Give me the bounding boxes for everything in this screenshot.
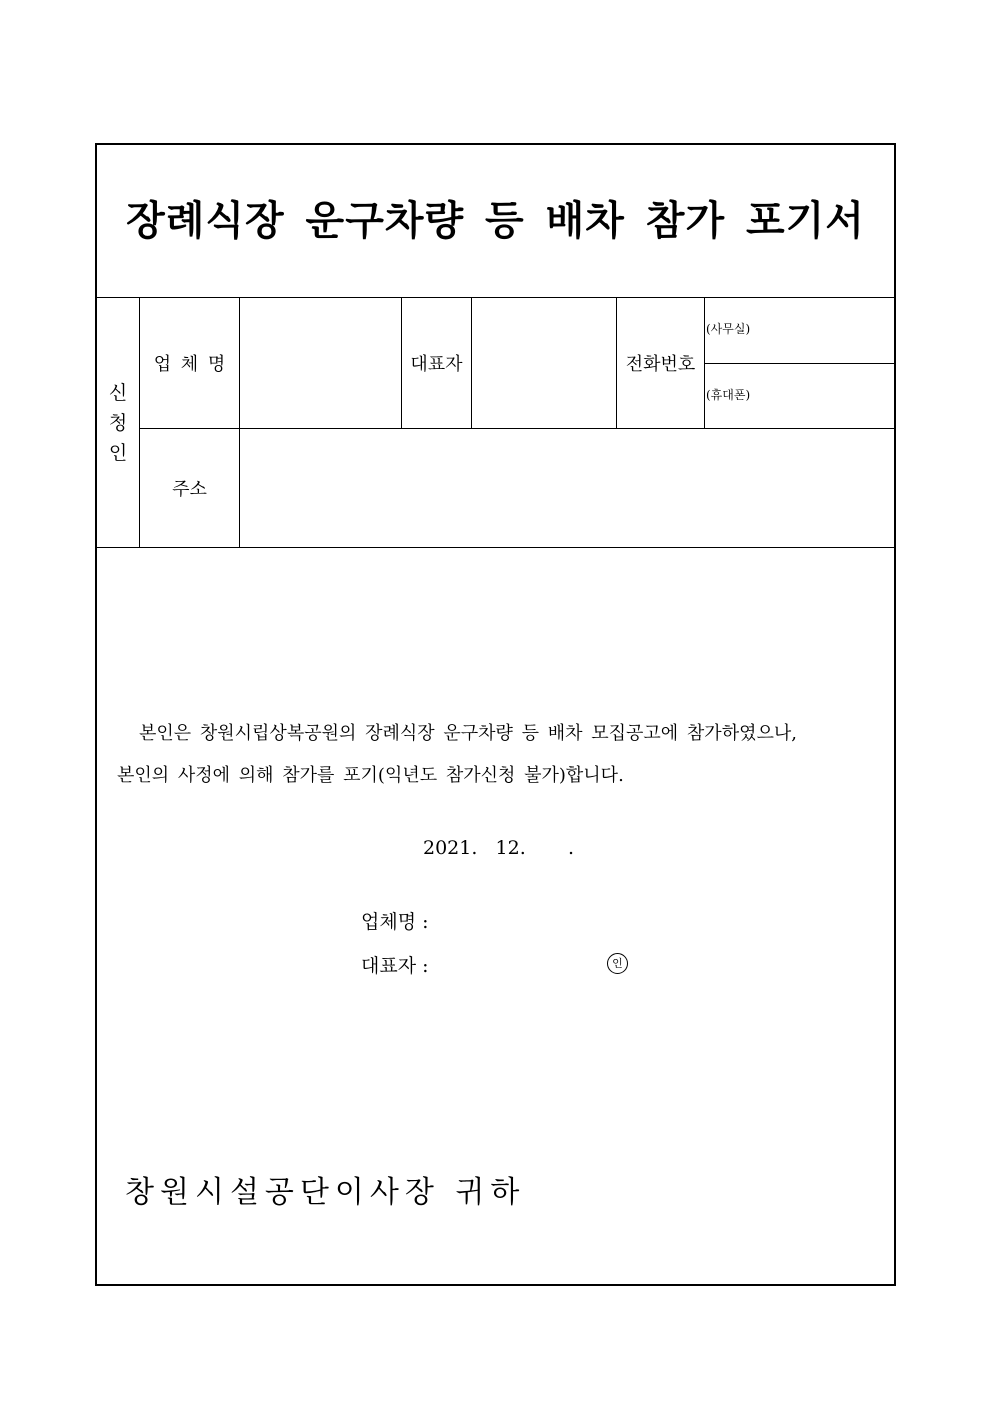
address-label — [140, 429, 240, 547]
phone-label — [617, 298, 705, 429]
company-name-field[interactable] — [240, 298, 402, 429]
representative-field[interactable] — [472, 298, 617, 429]
form-frame — [95, 143, 896, 1286]
phone-mobile-field[interactable] — [705, 364, 894, 429]
signature-representative: 대표자 : — [361, 955, 429, 977]
representative-label-text: 대표자 — [410, 354, 463, 375]
signature-date: 2021. 12. . — [423, 837, 575, 859]
signature-company: 업체명 : — [361, 911, 429, 933]
company-name-label — [140, 298, 240, 429]
address-label-text: 주소 — [172, 479, 207, 500]
phone-mobile-label: (휴대폰) — [706, 388, 751, 402]
phone-label-text: 전화번호 — [625, 354, 696, 375]
recipient: 창원시설공단이사장 귀하 — [125, 1175, 526, 1210]
seal-mark-icon: 인 — [607, 953, 628, 974]
applicant-section-label — [97, 298, 140, 547]
address-field[interactable] — [240, 429, 894, 547]
statement-text — [117, 713, 877, 797]
applicant-table — [97, 298, 894, 548]
phone-office-field[interactable] — [705, 298, 894, 364]
statement-line-1: 본인은 창원시립상복공원의 장례식장 운구차량 등 배차 모집공고에 참가하였으나, — [139, 723, 797, 744]
applicant-label-char: 신 — [108, 381, 128, 404]
company-name-label-text: 업 체 명 — [153, 354, 226, 375]
applicant-label-char: 청 — [108, 411, 128, 434]
phone-office-label: (사무실) — [706, 322, 751, 336]
document-title: 장례식장 운구차량 등 배차 참가 포기서 — [126, 197, 865, 244]
title-section — [97, 145, 894, 298]
applicant-label-char: 인 — [108, 441, 128, 464]
statement-line-2: 본인의 사정에 의해 참가를 포기(익년도 참가신청 불가)합니다. — [117, 765, 624, 786]
representative-label — [402, 298, 472, 429]
